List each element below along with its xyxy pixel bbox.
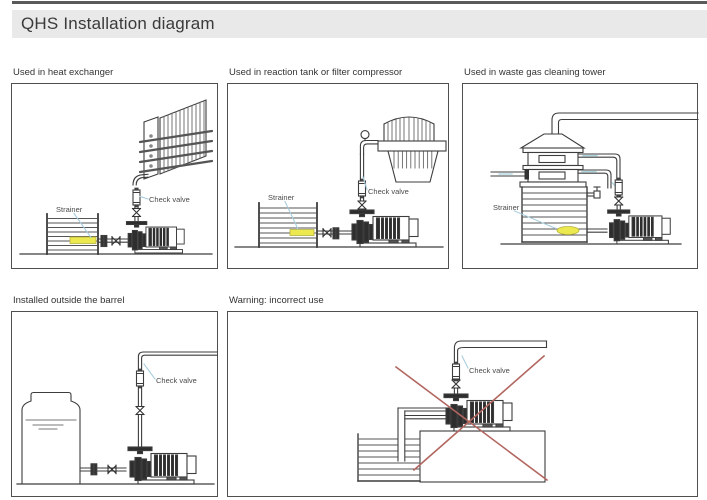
check-valve-label: Check valve <box>469 366 510 375</box>
panel-label: Used in reaction tank or filter compressor <box>229 67 403 78</box>
filter-compressor <box>378 117 446 182</box>
drain-valve-icon <box>587 187 600 198</box>
heat-exchanger <box>140 100 212 179</box>
suction-pipe <box>587 229 607 232</box>
panel-label: Warning: incorrect use <box>229 295 324 306</box>
title-bar <box>12 10 707 38</box>
check-valve-stack <box>615 178 623 210</box>
tank <box>259 203 317 247</box>
discharge-pipe <box>360 131 378 181</box>
strainer-highlight <box>557 227 579 235</box>
heat-exchanger-diagram <box>12 84 219 268</box>
strainer-label: Strainer <box>268 193 295 202</box>
check-valve-stack <box>133 188 141 221</box>
panel-label: Installed outside the barrel <box>13 295 125 306</box>
outside-barrel-diagram <box>12 312 219 496</box>
strainer-leader <box>285 202 298 230</box>
check-valve-leader <box>462 356 468 368</box>
check-valve-label: Check valve <box>149 195 190 204</box>
barrel <box>22 393 80 485</box>
tank <box>47 214 98 254</box>
panel-outside-barrel <box>11 294 218 497</box>
strainer-leader <box>515 211 557 229</box>
check-valve-leader <box>144 364 155 379</box>
pump <box>350 210 418 247</box>
warning-diagram <box>228 312 699 496</box>
strainer-leader <box>74 214 91 238</box>
check-valve-leader <box>140 197 148 200</box>
check-valve-label: Check valve <box>368 187 409 196</box>
panel-warning <box>227 294 698 497</box>
cleaning-tower <box>520 134 586 187</box>
suction-pipe <box>318 228 352 239</box>
gauge-icon <box>361 131 369 139</box>
panel-label: Used in heat exchanger <box>13 67 114 78</box>
panel-label: Used in waste gas cleaning tower <box>464 67 606 78</box>
discharge-pipe <box>136 352 217 447</box>
reaction-tank-diagram <box>228 84 450 268</box>
check-valve-label: Check valve <box>156 376 197 385</box>
suction-pipe <box>80 464 126 475</box>
waste-gas-tower-diagram <box>463 84 699 268</box>
pump <box>126 222 184 253</box>
tank <box>522 187 587 242</box>
strainer-label: Strainer <box>493 203 520 212</box>
strainer-highlight <box>290 230 314 236</box>
pump <box>444 394 512 431</box>
exhaust-duct <box>552 113 698 134</box>
top-rule <box>12 1 707 4</box>
suction-pipe <box>99 236 129 247</box>
panel-waste-gas-tower <box>462 66 698 269</box>
pedestal <box>420 431 545 482</box>
tank <box>358 434 420 481</box>
page-title: QHS Installation diagram <box>21 14 215 33</box>
pump <box>608 210 671 244</box>
panel-heat-exchanger <box>11 66 218 269</box>
panel-reaction-tank <box>227 66 449 269</box>
strainer-highlight <box>70 237 96 244</box>
strainer-label: Strainer <box>56 205 83 214</box>
pump <box>128 447 196 484</box>
